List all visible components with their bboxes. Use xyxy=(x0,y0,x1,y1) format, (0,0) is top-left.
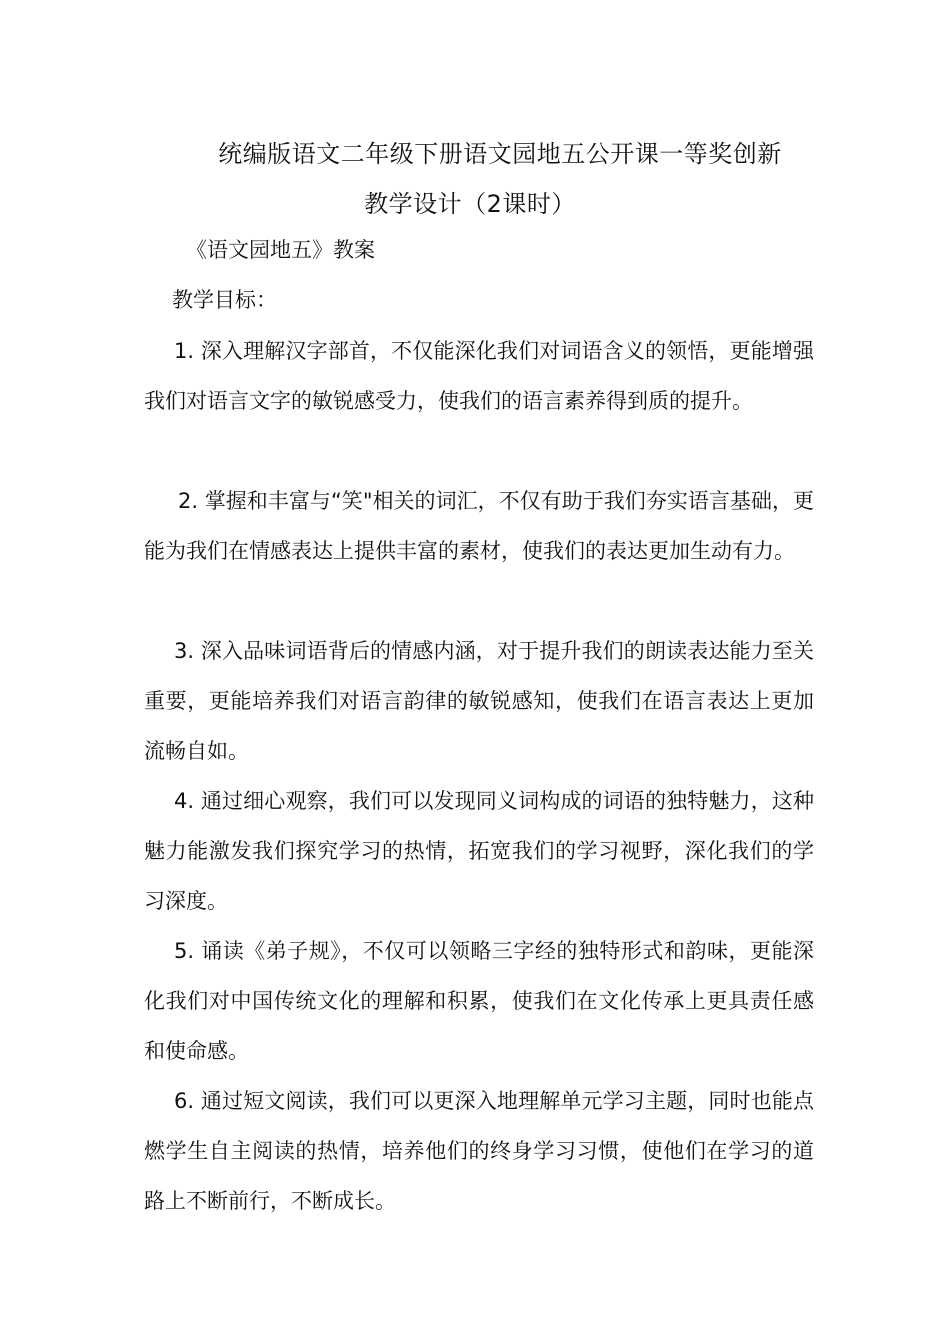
objective-paragraph-2: 2. 掌握和丰富与“笑"相关的词汇，不仅有助于我们夯实语言基础，更能为我们在情感表达上提供丰富的素材，使我们的表达更加生动有力。 xyxy=(144,489,814,563)
document-title-line-1: 统编版语文二年级下册语文园地五公开课一等奖创新 xyxy=(218,140,782,168)
lesson-plan-subtitle: 《语文园地五》教案 xyxy=(186,238,375,262)
objective-paragraph-5: 5. 诵读《弟子规》，不仅可以领略三字经的独特形式和韵味，更能深化我们对中国传统文化的理解和积累，使我们在文化传承上更具责任感和使命感。 xyxy=(144,939,814,1063)
objective-paragraph-6: 6. 通过短文阅读，我们可以更深入地理解单元学习主题，同时也能点燃学生自主阅读的热情，培养他们的终身学习习惯，使他们在学习的道路上不断前行，不断成长。 xyxy=(144,1089,814,1213)
objective-paragraph-1: 1. 深入理解汉字部首，不仅能深化我们对词语含义的领悟，更能增强我们对语言文字的敏锐感受力，使我们的语言素养得到质的提升。 xyxy=(144,339,814,413)
objective-paragraph-3: 3. 深入品味词语背后的情感内涵，对于提升我们的朗读表达能力至关重要，更能培养我们对语言韵律的敏锐感知，使我们在语言表达上更加流畅自如。 xyxy=(144,639,814,763)
teaching-objectives-heading: 教学目标： xyxy=(172,288,277,312)
document-title-line-2: 教学设计（2课时） xyxy=(364,190,576,218)
objective-paragraph-4: 4. 通过细心观察，我们可以发现同义词构成的词语的独特魅力，这种魅力能激发我们探究学习的热情，拓宽我们的学习视野，深化我们的学习深度。 xyxy=(144,789,814,913)
